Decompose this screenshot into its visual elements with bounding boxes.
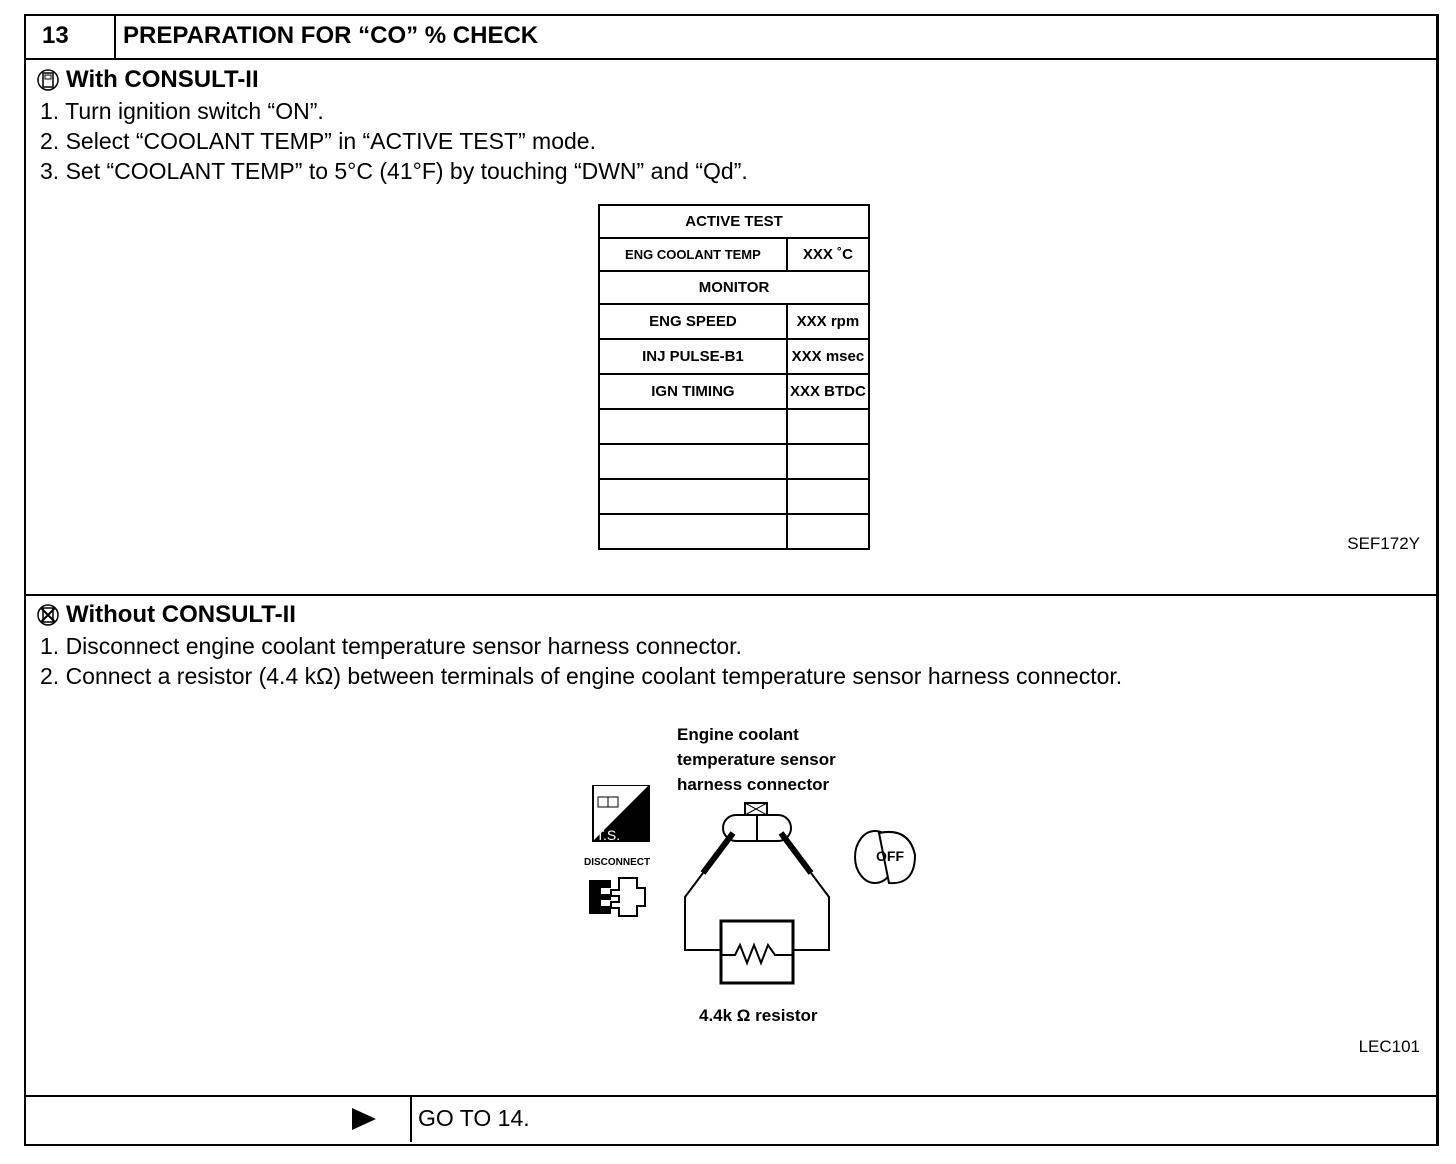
divider xyxy=(410,1095,412,1142)
monitor-item: INJ PULSE-B1 xyxy=(599,339,787,374)
monitor-value xyxy=(787,514,869,549)
label-line: Engine coolant xyxy=(677,725,799,744)
monitor-label: MONITOR xyxy=(599,271,869,304)
label-line: harness connector xyxy=(677,775,830,794)
divider xyxy=(24,594,1437,596)
monitor-item xyxy=(599,409,787,444)
step: 2. Select “COOLANT TEMP” in “ACTIVE TEST” mode. xyxy=(40,128,596,154)
resistor-wiring-diagram xyxy=(585,785,935,985)
disconnect-connector-icon xyxy=(589,878,645,916)
divider xyxy=(24,58,1437,60)
no-consult-icon xyxy=(36,603,60,627)
figure-code: SEF172Y xyxy=(1347,534,1420,553)
test-item: ENG COOLANT TEMP xyxy=(599,238,787,271)
monitor-value xyxy=(787,444,869,479)
label-line: temperature sensor xyxy=(677,750,836,769)
resistor-icon xyxy=(721,921,793,983)
monitor-value: XXX msec xyxy=(787,339,869,374)
divider xyxy=(24,1095,1437,1097)
step-title: PREPARATION FOR “CO” % CHECK xyxy=(123,22,539,49)
monitor-item xyxy=(599,444,787,479)
step: 1. Turn ignition switch “ON”. xyxy=(40,98,324,124)
monitor-value: XXX rpm xyxy=(787,304,869,339)
monitor-value: XXX BTDC xyxy=(787,374,869,409)
without-consult-section xyxy=(36,601,1122,691)
monitor-item: IGN TIMING xyxy=(599,374,787,409)
figure-code: LEC101 xyxy=(1358,1037,1420,1056)
monitor-item xyxy=(599,514,787,549)
disconnect-label: DISCONNECT xyxy=(584,857,651,868)
resistor-label: 4.4k Ω resistor xyxy=(699,1006,818,1025)
section-heading: With CONSULT-II xyxy=(66,66,259,93)
step: 2. Connect a resistor (4.4 kΩ) between terminals of engine coolant temperature sensor harness connector. xyxy=(40,663,1123,689)
screen-title: ACTIVE TEST xyxy=(599,205,869,238)
consult-tester-icon xyxy=(36,68,60,92)
active-test-screen xyxy=(598,204,870,550)
with-consult-section xyxy=(36,66,748,186)
test-value: XXX ˚C xyxy=(787,238,869,271)
step: 1. Disconnect engine coolant temperature sensor harness connector. xyxy=(40,633,742,659)
step-number: 13 xyxy=(42,22,69,49)
monitor-value xyxy=(787,479,869,514)
section-heading: Without CONSULT-II xyxy=(66,601,296,628)
arrow-right-icon xyxy=(352,1108,376,1130)
monitor-item xyxy=(599,479,787,514)
step: 3. Set “COOLANT TEMP” to 5°C (41°F) by touching “DWN” and “Qd”. xyxy=(40,158,748,184)
ts-label: T.S. xyxy=(596,827,621,843)
monitor-value xyxy=(787,409,869,444)
monitor-item: ENG SPEED xyxy=(599,304,787,339)
next-step-link[interactable]: GO TO 14. xyxy=(418,1105,530,1131)
off-label: OFF xyxy=(876,848,904,864)
divider xyxy=(114,14,116,59)
